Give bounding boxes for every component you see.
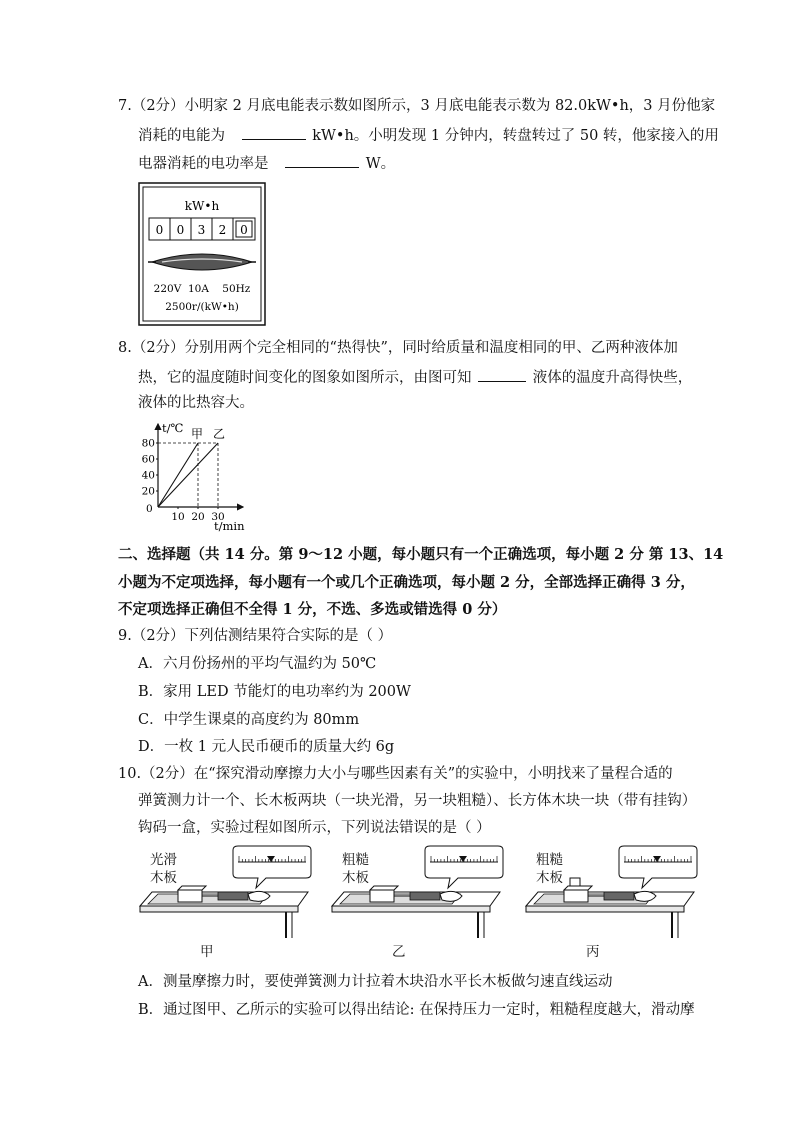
q7-line-3-text: 电器消耗的电功率是: [138, 156, 269, 172]
friction-figure: [330, 844, 510, 964]
q10-option-a[interactable]: A．测量摩擦力时，要使弹簧测力计拉着木块沿水平长木板做匀速直线运动: [138, 974, 613, 990]
friction-figure: [138, 844, 318, 964]
q9-option-c[interactable]: C．中学生课桌的高度约为 80mm: [138, 712, 360, 728]
board-type-label: 粗糙: [342, 852, 369, 868]
series-line-yi: [158, 443, 218, 507]
q7-line-3-text-end: W。: [365, 156, 396, 172]
series-label-yi: 乙: [212, 427, 226, 441]
q8-line-2-text-end: 液体的温度升高得快些，: [532, 370, 693, 386]
q10-option-b[interactable]: B．通过图甲、乙所示的实验可以得出结论: 在保持压力一定时，粗糙程度越大，滑动摩: [138, 1002, 695, 1018]
q9-option-d[interactable]: D．一枚 1 元人民币硬币的质量大约 6g: [138, 739, 395, 755]
temperature-time-graph: [138, 418, 250, 536]
q7-answer-blank-2[interactable]: [285, 152, 359, 168]
meter-digit: 2: [218, 223, 227, 237]
origin-label: 0: [146, 503, 153, 515]
board-type-label: 木板: [150, 870, 177, 886]
q7-line-1: 7.（2分）小明家 2 月底电能表示数如图所示，3 月底电能表示数为 82.0kW•h，3 月份他家: [118, 98, 716, 114]
board-type-label: 木板: [536, 870, 563, 886]
meter-digit: 0: [155, 223, 164, 237]
meter-rate: 2500r/(kW•h): [165, 301, 239, 313]
q10-line-2: 弹簧测力计一个、长木板两块（一块光滑，另一块粗糙）、长方体木块一块（带有挂钩）: [138, 793, 697, 809]
q8-line-1: 8.（2分）分别用两个完全相同的“热得快”，同时给质量和温度相同的甲、乙两种液体加: [118, 340, 678, 356]
y-tick-label: 40: [141, 469, 155, 482]
meter-specs: 220V 10A 50Hz: [153, 283, 251, 295]
section-2-header-line-2: 小题为不定项选择，每小题有一个或几个正确选项，每小题 2 分，全部选择正确得 3 分，: [118, 574, 695, 591]
q9-option-a[interactable]: A．六月份扬州的平均气温约为 50℃: [138, 656, 377, 672]
meter-unit-label: kW•h: [184, 199, 220, 213]
y-axis-label: t/℃: [162, 421, 184, 435]
x-axis-label: t/min: [214, 519, 245, 533]
board-type-label: 木板: [342, 870, 369, 886]
x-tick-label: 10: [171, 511, 185, 523]
q8-line-2-text: 热，它的温度随时间变化的图象如图所示，由图可知: [138, 370, 472, 386]
board-type-label: 粗糙: [536, 852, 563, 868]
x-tick-label: 20: [191, 511, 205, 523]
friction-figure: [524, 844, 704, 964]
board-type-label: 光滑: [150, 852, 177, 868]
q9-option-b[interactable]: B．家用 LED 节能灯的电功率约为 200W: [138, 684, 411, 700]
q9-stem: 9.（2分）下列估测结果符合实际的是（ ）: [118, 628, 393, 644]
meter-digit: 0: [240, 223, 248, 237]
y-tick-label: 60: [141, 453, 155, 466]
section-2-header-line-3: 不定项选择正确但不全得 1 分，不选、多选或错选得 0 分）: [118, 601, 507, 618]
y-tick-label: 80: [141, 437, 155, 450]
x-tick-label: 30: [211, 511, 225, 523]
q8-line-2: [138, 366, 692, 388]
q10-line-1: 10.（2分）在“探究滑动摩擦力大小与哪些因素有关”的实验中，小明找来了量程合适的: [118, 766, 673, 782]
meter-digit: 0: [176, 223, 185, 237]
q8-answer-blank-1[interactable]: [478, 366, 526, 382]
meter-rotating-disc: [152, 254, 252, 270]
series-label-jia: 甲: [190, 427, 204, 441]
q7-line-3: [138, 152, 395, 174]
q7-answer-blank-1[interactable]: [242, 124, 306, 140]
q7-line-2-text: 消耗的电能为: [138, 128, 225, 144]
figure-caption: 丙: [586, 944, 600, 960]
y-tick-label: 20: [141, 485, 155, 498]
q7-line-2-text-end: kW•h。小明发现 1 分钟内，转盘转过了 50 转，他家接入的用: [312, 128, 719, 144]
figure-caption: 甲: [200, 944, 214, 960]
figure-caption: 乙: [392, 944, 406, 960]
section-2-header-line-1: 二、选择题（共 14 分。第 9～12 小题，每小题只有一个正确选项，每小题 2 分 第 13、14: [118, 546, 724, 563]
meter-digit: 3: [197, 223, 206, 237]
q7-line-2: [138, 124, 719, 146]
q8-line-3: 液体的比热容大。: [138, 395, 254, 411]
electric-meter-figure: [138, 182, 266, 326]
series-line-jia: [158, 443, 198, 507]
q10-line-3: 钩码一盒，实验过程如图所示，下列说法错误的是（ ）: [138, 820, 491, 836]
